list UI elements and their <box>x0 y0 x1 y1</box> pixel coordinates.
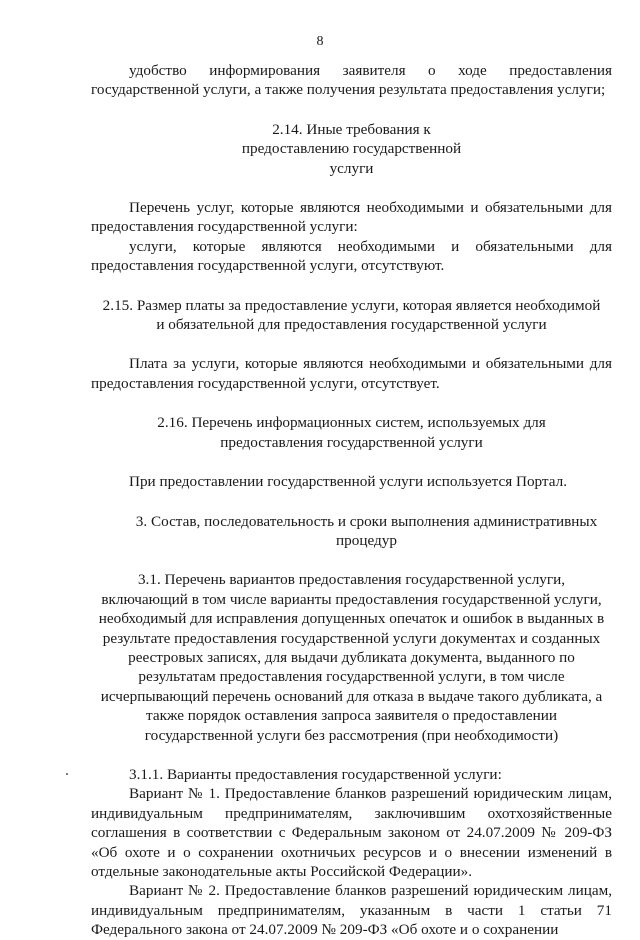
page-number: 8 <box>316 34 324 49</box>
paragraph-fee-absent: Плата за услуги, которые являются необходимыми и обязательными для предоставления государственной услуги, отсутствует. <box>91 355 612 392</box>
heading-3-1: 3.1. Перечень вариантов предоставления государственной услуги, включающий в том числе варианты предоставления государственной услуги, необходимый для исправления допущенных опечаток и ошибок в выданных в результате предоставления государственной услуги документах и созданных реестровых записях, для выдачи дубликата документа, выданного по результатам предоставления государственной услуги, в том числе исчерпывающий перечень оснований для отказа в выдаче такого дубликата, а также порядок оставления запроса заявителя о предоставлении государственной услуги без рассмотрения (при необходимости) <box>98 571 605 744</box>
paragraph-variant-2: Вариант № 2. Предоставление бланков разрешений юридическим лицам, индивидуальным предпринимателям, указанным в части 1 статьи 71 Федерального закона от 24.07.2009 № 209-ФЗ «Об охоте и о сохранении <box>91 882 612 939</box>
heading-2-15: 2.15. Размер платы за предоставление услуги, которая является необходимой и обязательной для предоставления государственной услуги <box>102 296 601 334</box>
paragraph-services-absent: услуги, которые являются необходимыми и обязательными для предоставления государственной услуги, отсутствуют. <box>91 237 612 275</box>
scan-speck <box>66 773 68 775</box>
paragraph-informing: удобство информирования заявителя о ходе предоставления государственной услуги, а также получения результата предоставления услуги; <box>91 62 612 99</box>
heading-section-3: 3. Состав, последовательность и сроки выполнения административных процедур <box>135 512 598 549</box>
document-body <box>91 61 612 940</box>
paragraph-portal: При предоставлении государственной услуги используется Портал. <box>129 473 568 491</box>
heading-2-16: 2.16. Перечень информационных систем, используемых для предоставления государственной услуги <box>157 414 546 451</box>
paragraph-variant-1: Вариант № 1. Предоставление бланков разрешений юридическим лицам, индивидуальным предпринимателям, заключившим охотхозяйственные соглашения в соответствии с Федеральным законом от 24.07.2009 № 209-ФЗ «Об охоте и о сохранении охотничьих ресурсов и о внесении изменений в отдельные законодательные акты Российской Федерации». <box>91 785 612 880</box>
paragraph-services-list: Перечень услуг, которые являются необходимыми и обязательными для предоставления государственной услуги: <box>91 199 612 236</box>
heading-2-14: 2.14. Иные требования к предоставлению государственной услуги <box>241 120 462 177</box>
paragraph-3-1-1: 3.1.1. Варианты предоставления государственной услуги: <box>129 765 502 783</box>
